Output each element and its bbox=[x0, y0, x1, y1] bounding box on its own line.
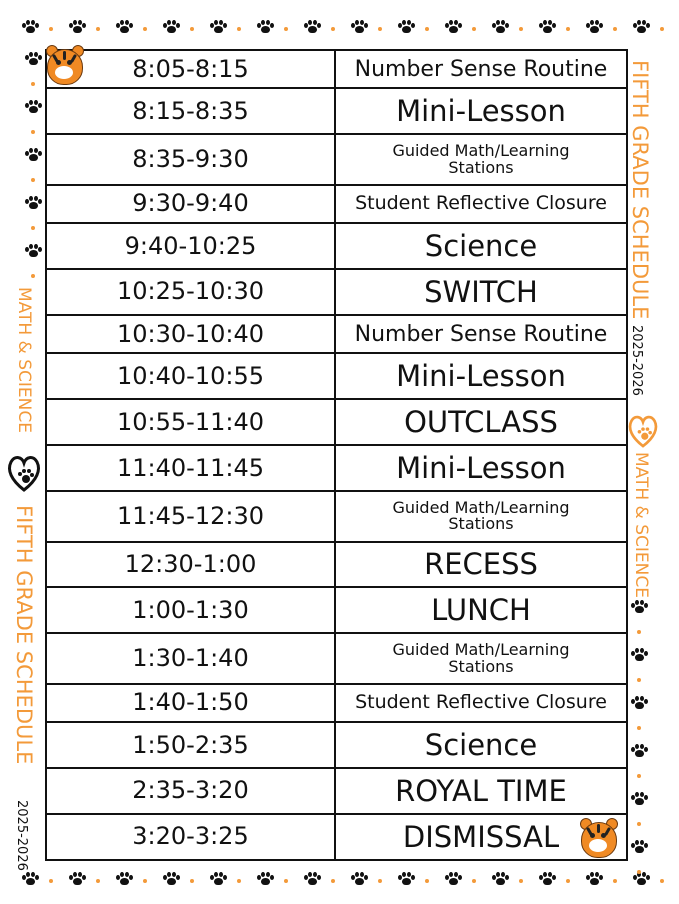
paw-print-icon bbox=[631, 696, 647, 710]
right-year-label: 2025-2026 bbox=[629, 325, 644, 396]
dot-decoration bbox=[613, 879, 617, 883]
schedule-row bbox=[46, 399, 627, 445]
schedule-row bbox=[46, 587, 627, 633]
time-cell: 8:15-8:35 bbox=[46, 88, 335, 134]
activity-cell: Student Reflective Closure bbox=[335, 185, 627, 223]
paw-print-icon bbox=[398, 20, 414, 34]
dot-decoration bbox=[96, 879, 100, 883]
paw-print-icon bbox=[69, 20, 85, 34]
schedule-row bbox=[46, 491, 627, 541]
paw-print-icon bbox=[631, 648, 647, 662]
schedule-row bbox=[46, 684, 627, 722]
dot-decoration bbox=[284, 879, 288, 883]
paw-print-icon bbox=[539, 872, 555, 886]
paw-print-icon bbox=[257, 872, 273, 886]
time-cell: 2:35-3:20 bbox=[46, 768, 335, 814]
paw-print-icon bbox=[633, 20, 649, 34]
activity-cell: DISMISSAL bbox=[335, 814, 627, 860]
paw-print-icon bbox=[631, 840, 647, 854]
right-subject-label: MATH & SCIENCE bbox=[631, 452, 651, 598]
schedule-row bbox=[46, 722, 627, 768]
paw-print-icon bbox=[210, 20, 226, 34]
schedule-row bbox=[46, 269, 627, 315]
time-cell: 1:40-1:50 bbox=[46, 684, 335, 722]
paw-print-icon bbox=[116, 20, 132, 34]
paw-print-icon bbox=[210, 872, 226, 886]
dot-decoration bbox=[143, 27, 147, 31]
time-cell: 3:20-3:25 bbox=[46, 814, 335, 860]
schedule-row bbox=[46, 353, 627, 399]
time-cell: 8:05-8:15 bbox=[46, 50, 335, 88]
dot-decoration bbox=[31, 226, 35, 230]
activity-cell: ROYAL TIME bbox=[335, 768, 627, 814]
activity-cell: Mini-Lesson bbox=[335, 353, 627, 399]
dot-decoration bbox=[284, 27, 288, 31]
time-cell: 1:30-1:40 bbox=[46, 633, 335, 683]
dot-decoration bbox=[637, 822, 641, 826]
activity-cell: OUTCLASS bbox=[335, 399, 627, 445]
right-title-label: FIFTH GRADE SCHEDULE bbox=[628, 60, 652, 320]
time-cell: 8:35-9:30 bbox=[46, 134, 335, 184]
schedule-row bbox=[46, 768, 627, 814]
time-cell: 10:25-10:30 bbox=[46, 269, 335, 315]
dot-decoration bbox=[425, 879, 429, 883]
paw-print-icon bbox=[22, 872, 38, 886]
activity-cell: Student Reflective Closure bbox=[335, 684, 627, 722]
activity-cell bbox=[335, 491, 627, 541]
paw-print-icon bbox=[25, 244, 41, 258]
activity-cell: Number Sense Routine bbox=[335, 315, 627, 353]
paw-print-icon bbox=[69, 872, 85, 886]
dot-decoration bbox=[96, 27, 100, 31]
dot-decoration bbox=[143, 879, 147, 883]
dot-decoration bbox=[237, 879, 241, 883]
dot-decoration bbox=[49, 27, 53, 31]
dot-decoration bbox=[660, 27, 664, 31]
schedule-row bbox=[46, 50, 627, 88]
paw-print-icon bbox=[25, 52, 41, 66]
time-cell: 10:30-10:40 bbox=[46, 315, 335, 353]
schedule-table bbox=[45, 49, 628, 861]
dot-decoration bbox=[378, 27, 382, 31]
activity-cell: Science bbox=[335, 722, 627, 768]
paw-print-icon bbox=[539, 20, 555, 34]
schedule-row bbox=[46, 814, 627, 860]
paw-print-icon bbox=[445, 872, 461, 886]
paw-print-icon bbox=[304, 20, 320, 34]
paw-print-icon bbox=[116, 872, 132, 886]
dot-decoration bbox=[637, 726, 641, 730]
paw-print-icon bbox=[445, 20, 461, 34]
dot-decoration bbox=[613, 27, 617, 31]
dot-decoration bbox=[331, 27, 335, 31]
paw-print-icon bbox=[22, 20, 38, 34]
paw-print-icon bbox=[163, 872, 179, 886]
paw-print-icon bbox=[25, 196, 41, 210]
left-title-label: FIFTH GRADE SCHEDULE bbox=[12, 505, 36, 765]
activity-cell: Number Sense Routine bbox=[335, 50, 627, 88]
dot-decoration bbox=[237, 27, 241, 31]
schedule-row bbox=[46, 88, 627, 134]
paw-print-icon bbox=[631, 792, 647, 806]
dot-decoration bbox=[331, 879, 335, 883]
dot-decoration bbox=[637, 774, 641, 778]
dot-decoration bbox=[660, 879, 664, 883]
schedule-row bbox=[46, 134, 627, 184]
paw-print-icon bbox=[586, 20, 602, 34]
paw-heart-icon bbox=[5, 450, 43, 494]
activity-cell: Mini-Lesson bbox=[335, 88, 627, 134]
dot-decoration bbox=[472, 27, 476, 31]
dot-decoration bbox=[31, 178, 35, 182]
paw-print-icon bbox=[631, 600, 647, 614]
dot-decoration bbox=[637, 630, 641, 634]
activity-cell: Science bbox=[335, 223, 627, 269]
tiger-mascot-icon bbox=[578, 818, 618, 860]
activity-cell: SWITCH bbox=[335, 269, 627, 315]
time-cell: 9:40-10:25 bbox=[46, 223, 335, 269]
paw-print-icon bbox=[492, 20, 508, 34]
dot-decoration bbox=[31, 82, 35, 86]
paw-print-icon bbox=[257, 20, 273, 34]
activity-cell: RECESS bbox=[335, 542, 627, 588]
paw-print-icon bbox=[163, 20, 179, 34]
paw-print-icon bbox=[633, 872, 649, 886]
paw-print-icon bbox=[492, 872, 508, 886]
dot-decoration bbox=[472, 879, 476, 883]
paw-print-icon bbox=[398, 872, 414, 886]
activity-cell: Mini-Lesson bbox=[335, 445, 627, 491]
time-cell: 11:40-11:45 bbox=[46, 445, 335, 491]
dot-decoration bbox=[519, 879, 523, 883]
time-cell: 10:55-11:40 bbox=[46, 399, 335, 445]
dot-decoration bbox=[425, 27, 429, 31]
paw-print-icon bbox=[25, 148, 41, 162]
paw-print-icon bbox=[351, 872, 367, 886]
dot-decoration bbox=[637, 870, 641, 874]
time-cell: 9:30-9:40 bbox=[46, 185, 335, 223]
time-cell: 10:40-10:55 bbox=[46, 353, 335, 399]
activity-line: Stations bbox=[448, 656, 514, 676]
left-year-label: 2025-2026 bbox=[14, 800, 29, 871]
activity-cell: LUNCH bbox=[335, 587, 627, 633]
schedule-row bbox=[46, 633, 627, 683]
activity-line: Guided Math/Learning bbox=[392, 497, 570, 517]
dot-decoration bbox=[378, 879, 382, 883]
left-subject-label: MATH & SCIENCE bbox=[14, 287, 34, 433]
activity-line: Guided Math/Learning bbox=[392, 639, 570, 659]
tiger-mascot-icon bbox=[44, 45, 84, 87]
dot-decoration bbox=[566, 879, 570, 883]
activity-line: Stations bbox=[448, 157, 514, 177]
time-cell: 11:45-12:30 bbox=[46, 491, 335, 541]
dot-decoration bbox=[190, 27, 194, 31]
time-cell: 1:50-2:35 bbox=[46, 722, 335, 768]
paw-print-icon bbox=[25, 100, 41, 114]
dot-decoration bbox=[31, 274, 35, 278]
time-cell: 12:30-1:00 bbox=[46, 542, 335, 588]
paw-heart-icon bbox=[626, 410, 660, 450]
paw-print-icon bbox=[304, 872, 320, 886]
activity-cell bbox=[335, 633, 627, 683]
paw-print-icon bbox=[586, 872, 602, 886]
dot-decoration bbox=[31, 130, 35, 134]
schedule-row bbox=[46, 445, 627, 491]
dot-decoration bbox=[637, 678, 641, 682]
time-cell: 1:00-1:30 bbox=[46, 587, 335, 633]
dot-decoration bbox=[519, 27, 523, 31]
dot-decoration bbox=[566, 27, 570, 31]
activity-line: Stations bbox=[448, 514, 514, 534]
dot-decoration bbox=[49, 879, 53, 883]
schedule-row bbox=[46, 542, 627, 588]
schedule-row bbox=[46, 185, 627, 223]
dot-decoration bbox=[190, 879, 194, 883]
schedule-row bbox=[46, 223, 627, 269]
activity-line: Guided Math/Learning bbox=[392, 140, 570, 160]
schedule-row bbox=[46, 315, 627, 353]
paw-print-icon bbox=[351, 20, 367, 34]
paw-print-icon bbox=[631, 744, 647, 758]
activity-cell bbox=[335, 134, 627, 184]
